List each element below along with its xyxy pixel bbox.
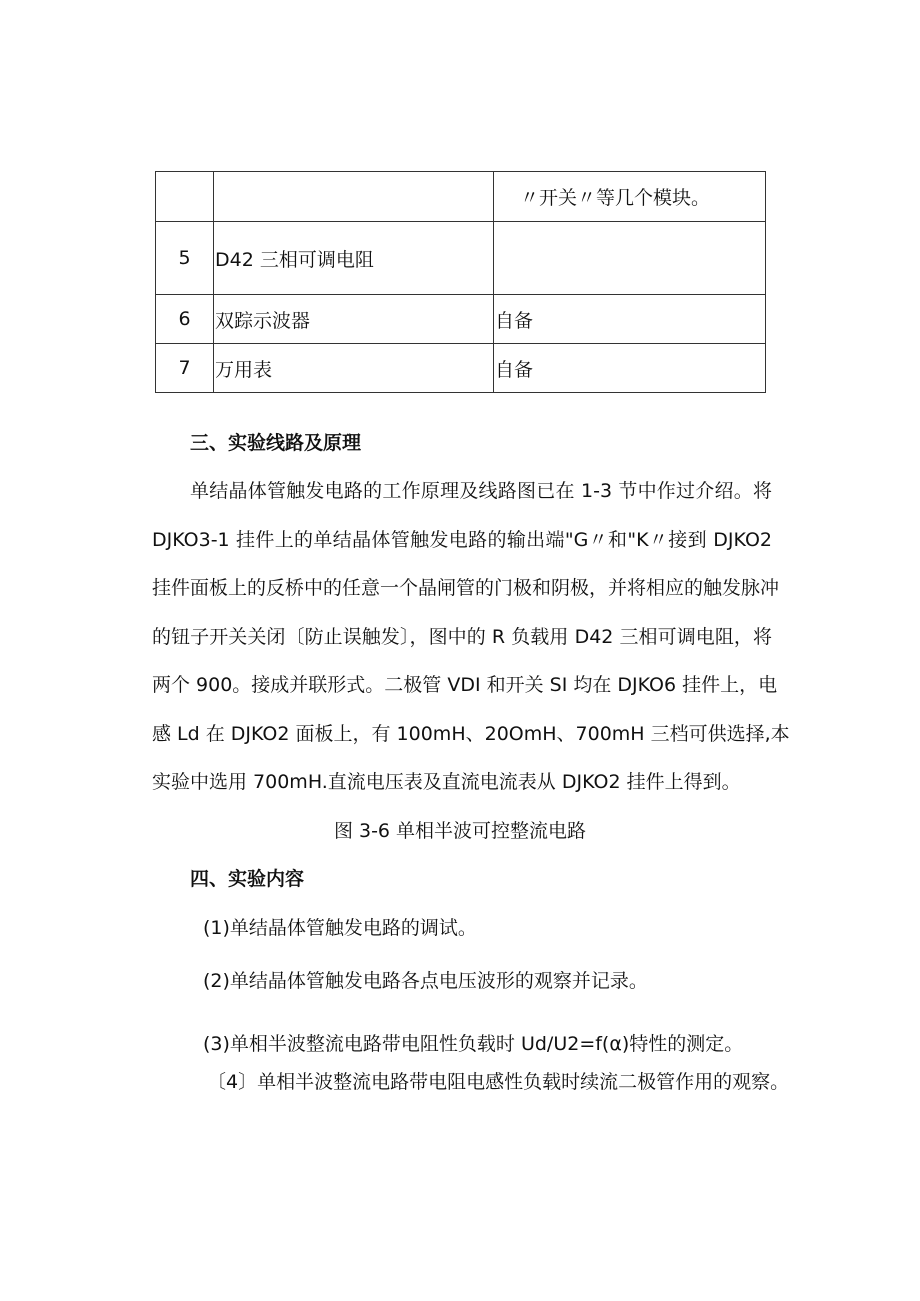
row-number: 5 [156, 222, 214, 295]
row-name: D42 三相可调电阻 [214, 222, 494, 295]
row-note: 〃开关〃等几个模块。 [494, 172, 766, 222]
table-row [156, 172, 766, 222]
paragraph-line: 感 Ld 在 DJKO2 面板上，有 100mH、20OmH、700mH 三档可供选择,本 [152, 722, 790, 745]
row-name: 双踪示波器 [214, 295, 494, 344]
paragraph-line: 单结晶体管触发电路的工作原理及线路图已在 1-3 节中作过介绍。将 [190, 480, 772, 502]
section-3-paragraph [152, 467, 790, 807]
paragraph-line: DJKO3-1 挂件上的单结晶体管触发电路的输出端"G〃和"K〃接到 DJKO2 [152, 528, 772, 551]
row-number [156, 172, 214, 222]
paragraph-line: 实验中选用 700mH.直流电压表及直流电流表从 DJKO2 挂件上得到。 [152, 771, 741, 793]
row-number: 6 [156, 295, 214, 344]
row-note: 自备 [494, 295, 766, 344]
paragraph-line: 挂件面板上的反桥中的任意一个晶闸管的门极和阴极，并将相应的触发脉冲 [152, 577, 780, 599]
row-number: 7 [156, 344, 214, 393]
section-4-heading: 四、实验内容 [190, 868, 305, 890]
table-row [156, 295, 766, 344]
row-name: 万用表 [214, 344, 494, 393]
list-item: 〔4〕单相半波整流电路带电阻电感性负载时续流二极管作用的观察。 [207, 1071, 790, 1093]
table-row [156, 222, 766, 295]
paragraph-line: 两个 900。接成并联形式。二极管 VDI 和开关 SI 均在 DJKO6 挂件上，电 [152, 674, 778, 696]
row-name [214, 172, 494, 222]
list-item: (3)单相半波整流电路带电阻性负载时 Ud/U2=f(α)特性的测定。 [203, 1033, 744, 1055]
equipment-table [155, 171, 766, 393]
row-note [494, 222, 766, 295]
paragraph-line: 的钮子开关关闭〔防止误触发〕，图中的 R 负载用 D42 三相可调电阻，将 [152, 625, 772, 648]
list-item: (2)单结晶体管触发电路各点电压波形的观察并记录。 [203, 970, 648, 992]
section-3-heading: 三、实验线路及原理 [190, 432, 362, 454]
list-item: (1)单结晶体管触发电路的调试。 [203, 917, 477, 939]
figure-caption: 图 3-6 单相半波可控整流电路 [333, 820, 587, 842]
table-row [156, 344, 766, 393]
row-note: 自备 [494, 344, 766, 393]
